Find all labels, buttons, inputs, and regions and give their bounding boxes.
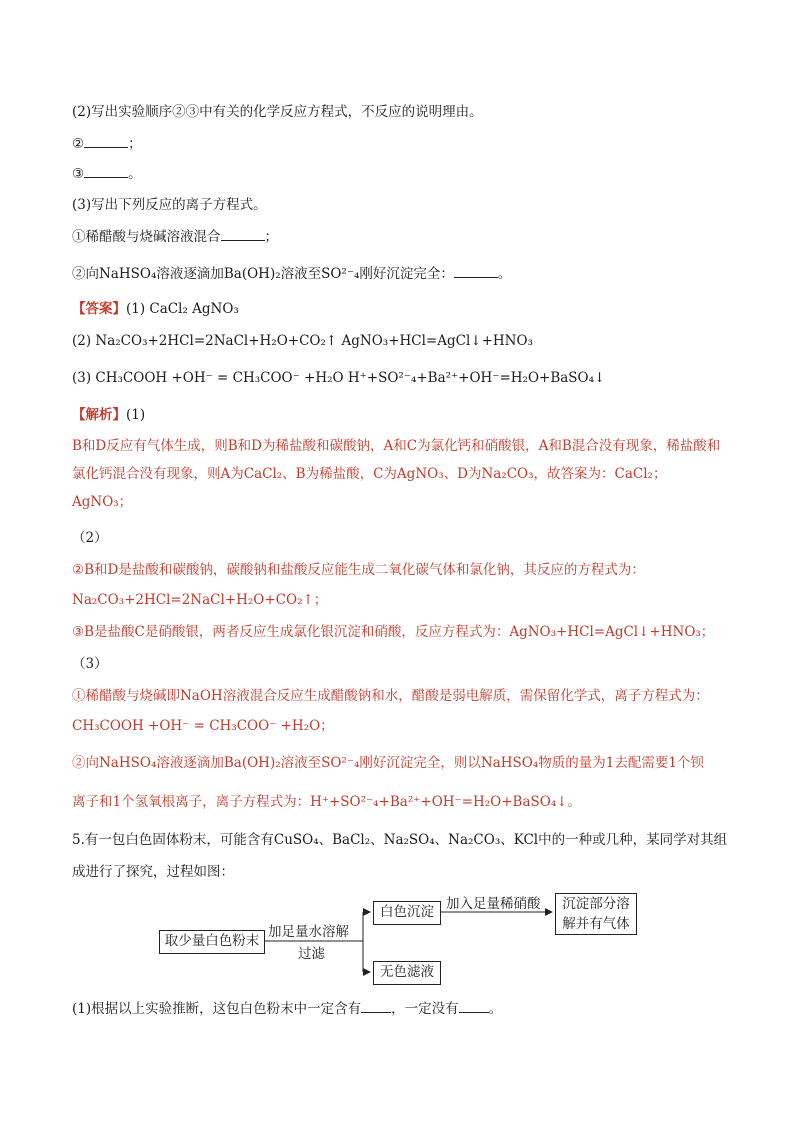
answer-blank[interactable] bbox=[84, 134, 128, 148]
analysis-part3-line4: 离子和1个氢氧根离子，离子方程式为：H⁺+SO²⁻₄+Ba²⁺+OH⁻=H₂O+BaSO₄↓。 bbox=[72, 794, 582, 810]
answer-label: 【答案】 bbox=[72, 301, 126, 317]
analysis-header bbox=[72, 405, 145, 425]
q5-intro-line2: 成进行了探究，过程如图： bbox=[72, 864, 234, 880]
q3-item2-text: ②向NaHSO₄溶液逐滴加Ba(OH)₂溶液至SO²⁻₄刚好沉淀完全： bbox=[72, 266, 454, 282]
flow-result-line2: 解并有气体 bbox=[562, 916, 630, 932]
flow-box-colorless-filtrate: 无色滤液 bbox=[373, 961, 441, 985]
q3-title: (3)写出下列反应的离子方程式。 bbox=[72, 197, 267, 213]
analysis-part3-num: （3） bbox=[72, 656, 108, 672]
analysis-part2-num: （2） bbox=[72, 530, 108, 546]
q2-line2-suffix: ； bbox=[128, 136, 142, 152]
answer-blank[interactable] bbox=[221, 227, 265, 241]
answer-line-1 bbox=[72, 299, 239, 319]
flow-label-dissolve: 加足量水溶解 bbox=[268, 924, 349, 940]
q2-line-3 bbox=[72, 164, 142, 184]
flow-label-filter: 过滤 bbox=[298, 946, 325, 962]
analysis-part3-line3: ②向NaHSO₄溶液逐滴加Ba(OH)₂溶液至SO²⁻₄刚好沉淀完全，则以NaHSO₄物质的量为1去配需要1个钡 bbox=[72, 755, 704, 771]
flow-label-nitric-acid: 加入足量稀硝酸 bbox=[446, 896, 541, 912]
flow-box-white-precipitate: 白色沉淀 bbox=[373, 901, 441, 925]
analysis-part3-line1: ①稀醋酸与烧碱即NaOH溶液混合反应生成醋酸钠和水，醋酸是弱电解质，需保留化学式，离子方程式为： bbox=[72, 688, 709, 704]
answer-blank[interactable] bbox=[84, 164, 128, 178]
q5-sub1-mid: ，一定没有 bbox=[391, 1001, 459, 1017]
flow-result-line1: 沉淀部分溶 bbox=[562, 896, 630, 912]
answer-blank[interactable] bbox=[361, 999, 391, 1013]
flow-box-start: 取少量白色粉末 bbox=[159, 930, 265, 954]
q3-item-1 bbox=[72, 227, 278, 247]
q5-intro-line1: 5.有一包白色固体粉末，可能含有CuSO₄、BaCl₂、Na₂SO₄、Na₂CO₃、KCl中的一种或几种，某同学对其组 bbox=[72, 832, 728, 848]
analysis-part2-line1: ②B和D是盐酸和碳酸钠，碳酸钠和盐酸反应能生成二氧化碳气体和氯化钠，其反应的方程式为： bbox=[72, 562, 645, 578]
answer-blank[interactable] bbox=[454, 264, 498, 278]
q2-line3-suffix: 。 bbox=[128, 166, 142, 182]
analysis-part1-text: B和D反应有气体生成，则B和D为稀盐酸和碳酸钠，A和C为氯化钙和硝酸银，A和B混合没有现象，稀盐酸和氯化钙混合没有现象，则A为CaCl₂、B为稀盐酸，C为AgNO₃、D为Na₂CO₃，故答案为：CaCl₂；AgNO₃； bbox=[72, 438, 721, 510]
flow-box-result bbox=[555, 893, 637, 935]
answer-blank[interactable] bbox=[459, 999, 489, 1013]
q2-line2-prefix: ② bbox=[72, 136, 85, 152]
answer-line-2: (2) Na₂CO₃+2HCl=2NaCl+H₂O+CO₂↑ AgNO₃+HCl=AgCl↓+HNO₃ bbox=[72, 333, 533, 349]
q3-item1-text: ①稀醋酸与烧碱溶液混合 bbox=[72, 229, 221, 245]
q2-line3-prefix: ③ bbox=[72, 166, 85, 182]
answer-line1-text: (1) CaCl₂ AgNO₃ bbox=[126, 301, 239, 317]
q5-sub1-end: 。 bbox=[488, 1001, 503, 1017]
analysis-part3-line2: CH₃COOH +OH⁻ = CH₃COO⁻ +H₂O； bbox=[72, 718, 334, 734]
q3-item2-suffix: 。 bbox=[497, 266, 512, 282]
analysis-part2-line2: Na₂CO₃+2HCl=2NaCl+H₂O+CO₂↑； bbox=[72, 592, 328, 608]
analysis-label: 【解析】 bbox=[72, 407, 126, 423]
analysis-part2-line3: ③B是盐酸C是硝酸银，两者反应生成氯化银沉淀和硝酸，反应方程式为：AgNO₃+HCl=AgCl↓+HNO₃； bbox=[72, 624, 715, 640]
q3-item-2 bbox=[72, 264, 511, 284]
answer-line-3: (3) CH₃COOH +OH⁻ = CH₃COO⁻ +H₂O H⁺+SO²⁻₄+Ba²⁺+OH⁻=H₂O+BaSO₄↓ bbox=[72, 370, 606, 386]
q2-title: (2)写出实验顺序②③中有关的化学反应方程式，不反应的说明理由。 bbox=[72, 104, 483, 120]
q5-sub1 bbox=[72, 999, 502, 1019]
q3-item1-suffix: ； bbox=[264, 229, 278, 245]
analysis-part1-num: (1) bbox=[126, 407, 146, 423]
q5-sub1-text: (1)根据以上实验推断，这包白色粉末中一定含有 bbox=[72, 1001, 362, 1017]
q2-line-2 bbox=[72, 134, 142, 154]
